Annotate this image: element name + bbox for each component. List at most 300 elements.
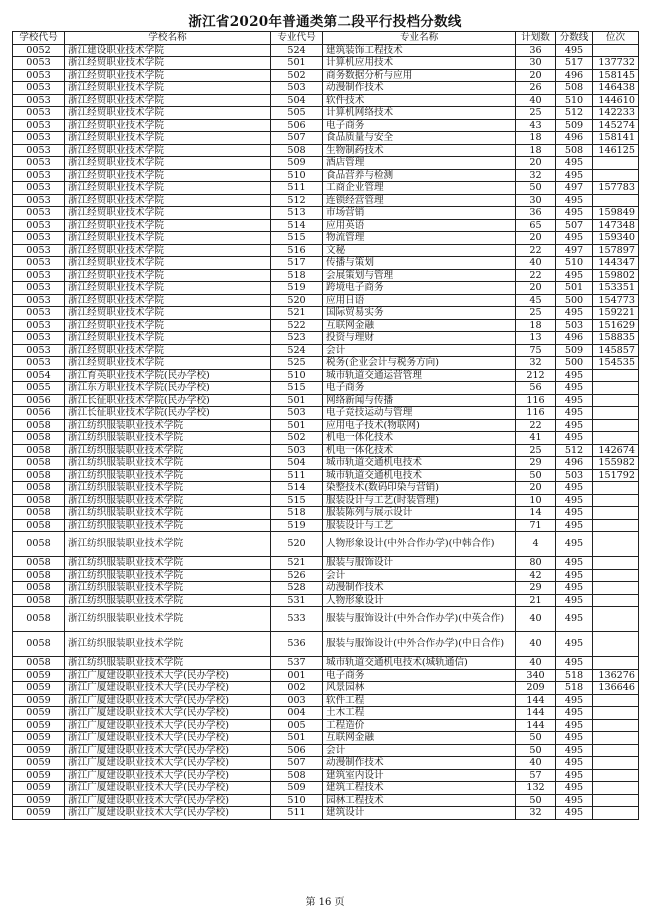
plan-count-cell: 36: [516, 207, 556, 220]
major-name-cell: 人物形象设计(中外合作办学)(中韩合作): [323, 532, 516, 557]
school-name-cell: 浙江经贸职业技术学院: [65, 319, 271, 332]
major-code-cell: 510: [271, 369, 323, 382]
rank-cell: [593, 719, 639, 732]
score-line-cell: 495: [556, 707, 593, 720]
score-line-cell: 512: [556, 107, 593, 120]
school-code-cell: 0058: [13, 532, 65, 557]
major-code-cell: 503: [271, 407, 323, 420]
rank-cell: [593, 782, 639, 795]
major-name-cell: 互联网金融: [323, 732, 516, 745]
major-name-cell: 软件技术: [323, 94, 516, 107]
score-line-cell: 495: [556, 194, 593, 207]
plan-count-cell: 10: [516, 494, 556, 507]
major-code-cell: 503: [271, 444, 323, 457]
school-name-cell: 浙江纺织服装职业技术学院: [65, 569, 271, 582]
table-row: [13, 44, 639, 57]
plan-count-cell: 50: [516, 794, 556, 807]
table-row: [13, 594, 639, 607]
major-name-cell: 计算机网络技术: [323, 107, 516, 120]
plan-count-cell: 22: [516, 419, 556, 432]
score-line-cell: 500: [556, 294, 593, 307]
major-code-cell: 002: [271, 682, 323, 695]
score-line-cell: 496: [556, 132, 593, 145]
major-name-cell: 食品营养与检测: [323, 169, 516, 182]
plan-count-cell: 40: [516, 632, 556, 657]
plan-count-cell: 13: [516, 332, 556, 345]
score-line-cell: 495: [556, 744, 593, 757]
school-name-cell: 浙江纺织服装职业技术学院: [65, 419, 271, 432]
rank-cell: 154773: [593, 294, 639, 307]
major-code-cell: 501: [271, 732, 323, 745]
score-line-cell: 497: [556, 244, 593, 257]
school-code-cell: 0055: [13, 382, 65, 395]
major-name-cell: 应用英语: [323, 219, 516, 232]
school-code-cell: 0053: [13, 332, 65, 345]
table-row: [13, 282, 639, 295]
plan-count-cell: 14: [516, 507, 556, 520]
major-name-cell: 食品质量与安全: [323, 132, 516, 145]
rank-cell: 159221: [593, 307, 639, 320]
table-row: [13, 182, 639, 195]
major-name-cell: 电子竞技运动与管理: [323, 407, 516, 420]
header-school-name: 学校名称: [65, 32, 271, 45]
plan-count-cell: 20: [516, 482, 556, 495]
rank-cell: [593, 769, 639, 782]
score-line-cell: 495: [556, 557, 593, 570]
school-name-cell: 浙江东方职业技术学院(民办学校): [65, 382, 271, 395]
score-line-cell: 495: [556, 207, 593, 220]
table-row: [13, 219, 639, 232]
school-code-cell: 0053: [13, 119, 65, 132]
major-name-cell: 互联网金融: [323, 319, 516, 332]
school-name-cell: 浙江建设职业技术学院: [65, 44, 271, 57]
rank-cell: 146125: [593, 144, 639, 157]
major-name-cell: 城市轨道交通机电技术: [323, 469, 516, 482]
major-name-cell: 机电一体化技术: [323, 432, 516, 445]
school-name-cell: 浙江经贸职业技术学院: [65, 307, 271, 320]
plan-count-cell: 29: [516, 457, 556, 470]
rank-cell: 145274: [593, 119, 639, 132]
plan-count-cell: 40: [516, 657, 556, 670]
plan-count-cell: 22: [516, 244, 556, 257]
table-row: [13, 194, 639, 207]
school-name-cell: 浙江经贸职业技术学院: [65, 332, 271, 345]
major-name-cell: 会计: [323, 569, 516, 582]
rank-cell: [593, 532, 639, 557]
major-code-cell: 515: [271, 494, 323, 507]
school-code-cell: 0059: [13, 707, 65, 720]
school-name-cell: 浙江纺织服装职业技术学院: [65, 632, 271, 657]
school-code-cell: 0059: [13, 694, 65, 707]
school-code-cell: 0059: [13, 732, 65, 745]
school-name-cell: 浙江经贸职业技术学院: [65, 94, 271, 107]
school-code-cell: 0053: [13, 357, 65, 370]
school-name-cell: 浙江经贸职业技术学院: [65, 207, 271, 220]
plan-count-cell: 50: [516, 744, 556, 757]
school-name-cell: 浙江经贸职业技术学院: [65, 119, 271, 132]
table-row: [13, 744, 639, 757]
plan-count-cell: 18: [516, 132, 556, 145]
major-code-cell: 521: [271, 307, 323, 320]
table-row: [13, 519, 639, 532]
rank-cell: [593, 382, 639, 395]
score-line-cell: 510: [556, 257, 593, 270]
table-row: [13, 657, 639, 670]
school-code-cell: 0058: [13, 594, 65, 607]
major-name-cell: 服装设计与工艺(时装管理): [323, 494, 516, 507]
rank-cell: [593, 582, 639, 595]
rank-cell: 136646: [593, 682, 639, 695]
table-row: [13, 394, 639, 407]
school-name-cell: 浙江广厦建设职业技术大学(民办学校): [65, 782, 271, 795]
school-name-cell: 浙江纺织服装职业技术学院: [65, 607, 271, 632]
score-line-cell: 510: [556, 94, 593, 107]
rank-cell: 146438: [593, 82, 639, 95]
table-row: [13, 694, 639, 707]
school-name-cell: 浙江经贸职业技术学院: [65, 57, 271, 70]
rank-cell: 158835: [593, 332, 639, 345]
table-row: [13, 494, 639, 507]
plan-count-cell: 32: [516, 169, 556, 182]
school-code-cell: 0056: [13, 407, 65, 420]
major-code-cell: 537: [271, 657, 323, 670]
header-plan-count: 计划数: [516, 32, 556, 45]
score-line-cell: 497: [556, 182, 593, 195]
table-row: [13, 632, 639, 657]
table-row: [13, 444, 639, 457]
table-row: [13, 569, 639, 582]
school-name-cell: 浙江纺织服装职业技术学院: [65, 594, 271, 607]
school-code-cell: 0059: [13, 669, 65, 682]
plan-count-cell: 50: [516, 732, 556, 745]
score-line-cell: 495: [556, 307, 593, 320]
table-row: [13, 532, 639, 557]
school-code-cell: 0053: [13, 57, 65, 70]
plan-count-cell: 56: [516, 382, 556, 395]
table-row: [13, 269, 639, 282]
major-name-cell: 动漫制作技术: [323, 82, 516, 95]
school-code-cell: 0059: [13, 794, 65, 807]
rank-cell: [593, 744, 639, 757]
table-row: [13, 382, 639, 395]
plan-count-cell: 20: [516, 282, 556, 295]
major-name-cell: 国际贸易实务: [323, 307, 516, 320]
plan-count-cell: 144: [516, 707, 556, 720]
rank-cell: [593, 407, 639, 420]
major-code-cell: 517: [271, 257, 323, 270]
score-line-cell: 495: [556, 694, 593, 707]
school-code-cell: 0053: [13, 232, 65, 245]
major-name-cell: 城市轨道交通运营管理: [323, 369, 516, 382]
major-name-cell: 会计: [323, 344, 516, 357]
score-line-cell: 503: [556, 319, 593, 332]
school-code-cell: 0053: [13, 169, 65, 182]
plan-count-cell: 20: [516, 232, 556, 245]
table-row: [13, 232, 639, 245]
score-line-cell: 508: [556, 144, 593, 157]
school-code-cell: 0053: [13, 282, 65, 295]
school-code-cell: 0058: [13, 432, 65, 445]
score-line-cell: 517: [556, 57, 593, 70]
school-name-cell: 浙江广厦建设职业技术大学(民办学校): [65, 669, 271, 682]
major-name-cell: 税务(企业会计与税务方向): [323, 357, 516, 370]
school-name-cell: 浙江经贸职业技术学院: [65, 282, 271, 295]
school-name-cell: 浙江经贸职业技术学院: [65, 357, 271, 370]
major-code-cell: 507: [271, 132, 323, 145]
rank-cell: [593, 757, 639, 770]
score-line-cell: 496: [556, 457, 593, 470]
rank-cell: [593, 194, 639, 207]
major-code-cell: 531: [271, 594, 323, 607]
table-row: [13, 507, 639, 520]
rank-cell: 142233: [593, 107, 639, 120]
major-code-cell: 520: [271, 294, 323, 307]
plan-count-cell: 22: [516, 269, 556, 282]
major-code-cell: 511: [271, 182, 323, 195]
score-line-cell: 495: [556, 157, 593, 170]
score-line-cell: 518: [556, 682, 593, 695]
table-row: [13, 157, 639, 170]
rank-cell: [593, 807, 639, 820]
score-line-cell: 507: [556, 219, 593, 232]
rank-cell: [593, 44, 639, 57]
score-line-cell: 509: [556, 344, 593, 357]
page-number: 第 16 页: [305, 897, 345, 908]
table-header-row: [13, 32, 639, 45]
score-line-cell: 509: [556, 119, 593, 132]
score-line-cell: 495: [556, 232, 593, 245]
school-name-cell: 浙江经贸职业技术学院: [65, 194, 271, 207]
rank-cell: 158141: [593, 132, 639, 145]
school-code-cell: 0058: [13, 519, 65, 532]
plan-count-cell: 50: [516, 182, 556, 195]
rank-cell: [593, 657, 639, 670]
major-code-cell: 512: [271, 194, 323, 207]
major-code-cell: 504: [271, 94, 323, 107]
score-line-cell: 495: [556, 44, 593, 57]
major-name-cell: 城市轨道交通机电技术: [323, 457, 516, 470]
school-code-cell: 0058: [13, 482, 65, 495]
school-code-cell: 0053: [13, 219, 65, 232]
major-name-cell: 染整技术(数码印染与营销): [323, 482, 516, 495]
school-code-cell: 0058: [13, 569, 65, 582]
score-table: [12, 31, 639, 820]
score-line-cell: 495: [556, 269, 593, 282]
major-code-cell: 518: [271, 269, 323, 282]
rank-cell: [593, 157, 639, 170]
plan-count-cell: 30: [516, 57, 556, 70]
table-row: [13, 582, 639, 595]
major-code-cell: 524: [271, 344, 323, 357]
major-name-cell: 服装设计与工艺: [323, 519, 516, 532]
major-name-cell: 连锁经营管理: [323, 194, 516, 207]
school-name-cell: 浙江广厦建设职业技术大学(民办学校): [65, 732, 271, 745]
plan-count-cell: 45: [516, 294, 556, 307]
school-name-cell: 浙江经贸职业技术学院: [65, 132, 271, 145]
plan-count-cell: 40: [516, 757, 556, 770]
plan-count-cell: 32: [516, 807, 556, 820]
header-school-code: 学校代号: [13, 32, 65, 45]
table-row: [13, 719, 639, 732]
score-line-cell: 495: [556, 394, 593, 407]
score-line-cell: 495: [556, 594, 593, 607]
table-row: [13, 119, 639, 132]
major-name-cell: 投资与理财: [323, 332, 516, 345]
rank-cell: 157897: [593, 244, 639, 257]
score-line-cell: 496: [556, 332, 593, 345]
score-line-cell: 495: [556, 769, 593, 782]
major-code-cell: 001: [271, 669, 323, 682]
score-line-cell: 496: [556, 69, 593, 82]
major-name-cell: 建筑设计: [323, 807, 516, 820]
school-name-cell: 浙江纺织服装职业技术学院: [65, 432, 271, 445]
score-line-cell: 495: [556, 757, 593, 770]
document-title: 浙江省2020年普通类第二段平行投档分数线: [188, 14, 462, 30]
plan-count-cell: 40: [516, 257, 556, 270]
rank-cell: 153351: [593, 282, 639, 295]
table-row: [13, 132, 639, 145]
plan-count-cell: 40: [516, 607, 556, 632]
table-row: [13, 332, 639, 345]
school-name-cell: 浙江纺织服装职业技术学院: [65, 507, 271, 520]
major-name-cell: 服装与服饰设计(中外合作办学)(中英合作): [323, 607, 516, 632]
school-name-cell: 浙江纺织服装职业技术学院: [65, 494, 271, 507]
major-name-cell: 服装陈列与展示设计: [323, 507, 516, 520]
major-name-cell: 会计: [323, 744, 516, 757]
plan-count-cell: 57: [516, 769, 556, 782]
plan-count-cell: 116: [516, 394, 556, 407]
rank-cell: 157783: [593, 182, 639, 195]
major-name-cell: 服装与服饰设计(中外合作办学)(中日合作): [323, 632, 516, 657]
plan-count-cell: 36: [516, 44, 556, 57]
table-row: [13, 357, 639, 370]
score-line-cell: 495: [556, 432, 593, 445]
table-row: [13, 769, 639, 782]
major-code-cell: 501: [271, 57, 323, 70]
score-line-cell: 508: [556, 82, 593, 95]
plan-count-cell: 29: [516, 582, 556, 595]
table-row: [13, 457, 639, 470]
school-name-cell: 浙江纺织服装职业技术学院: [65, 582, 271, 595]
rank-cell: [593, 732, 639, 745]
major-name-cell: 工程造价: [323, 719, 516, 732]
rank-cell: 151629: [593, 319, 639, 332]
school-name-cell: 浙江经贸职业技术学院: [65, 107, 271, 120]
major-name-cell: 工商企业管理: [323, 182, 516, 195]
major-code-cell: 528: [271, 582, 323, 595]
score-line-cell: 495: [556, 169, 593, 182]
school-code-cell: 0059: [13, 757, 65, 770]
school-code-cell: 0053: [13, 344, 65, 357]
table-row: [13, 432, 639, 445]
major-code-cell: 507: [271, 757, 323, 770]
major-code-cell: 508: [271, 144, 323, 157]
school-code-cell: 0053: [13, 144, 65, 157]
plan-count-cell: 25: [516, 307, 556, 320]
table-row: [13, 419, 639, 432]
major-name-cell: 城市轨道交通机电技术(城轨通信): [323, 657, 516, 670]
school-code-cell: 0059: [13, 807, 65, 820]
rank-cell: [593, 794, 639, 807]
major-name-cell: 动漫制作技术: [323, 757, 516, 770]
major-code-cell: 503: [271, 82, 323, 95]
school-code-cell: 0053: [13, 82, 65, 95]
school-code-cell: 0053: [13, 107, 65, 120]
rank-cell: [593, 432, 639, 445]
score-line-cell: 503: [556, 469, 593, 482]
table-row: [13, 607, 639, 632]
school-code-cell: 0053: [13, 244, 65, 257]
table-row: [13, 407, 639, 420]
school-code-cell: 0058: [13, 469, 65, 482]
plan-count-cell: 212: [516, 369, 556, 382]
score-line-cell: 495: [556, 794, 593, 807]
table-row: [13, 469, 639, 482]
school-name-cell: 浙江长征职业技术学院(民办学校): [65, 394, 271, 407]
school-code-cell: 0058: [13, 632, 65, 657]
score-line-cell: 495: [556, 719, 593, 732]
major-name-cell: 生物制药技术: [323, 144, 516, 157]
school-name-cell: 浙江经贸职业技术学院: [65, 219, 271, 232]
table-row: [13, 707, 639, 720]
school-code-cell: 0056: [13, 394, 65, 407]
major-code-cell: 524: [271, 44, 323, 57]
table-row: [13, 344, 639, 357]
rank-cell: [593, 507, 639, 520]
rank-cell: [593, 594, 639, 607]
score-line-cell: 495: [556, 782, 593, 795]
major-code-cell: 519: [271, 282, 323, 295]
major-code-cell: 515: [271, 382, 323, 395]
major-name-cell: 电子商务: [323, 382, 516, 395]
school-code-cell: 0053: [13, 182, 65, 195]
table-row: [13, 82, 639, 95]
school-code-cell: 0053: [13, 294, 65, 307]
plan-count-cell: 71: [516, 519, 556, 532]
major-name-cell: 机电一体化技术: [323, 444, 516, 457]
rank-cell: 154535: [593, 357, 639, 370]
plan-count-cell: 43: [516, 119, 556, 132]
score-line-cell: 495: [556, 807, 593, 820]
rank-cell: [593, 557, 639, 570]
major-code-cell: 519: [271, 519, 323, 532]
plan-count-cell: 40: [516, 94, 556, 107]
major-code-cell: 521: [271, 557, 323, 570]
rank-cell: [593, 169, 639, 182]
rank-cell: [593, 519, 639, 532]
plan-count-cell: 50: [516, 469, 556, 482]
school-code-cell: 0059: [13, 782, 65, 795]
school-name-cell: 浙江经贸职业技术学院: [65, 344, 271, 357]
school-name-cell: 浙江广厦建设职业技术大学(民办学校): [65, 757, 271, 770]
major-name-cell: 服装与服饰设计: [323, 557, 516, 570]
school-name-cell: 浙江经贸职业技术学院: [65, 157, 271, 170]
score-line-cell: 495: [556, 369, 593, 382]
table-row: [13, 307, 639, 320]
school-name-cell: 浙江经贸职业技术学院: [65, 257, 271, 270]
school-code-cell: 0058: [13, 507, 65, 520]
school-code-cell: 0059: [13, 719, 65, 732]
major-code-cell: 533: [271, 607, 323, 632]
table-row: [13, 782, 639, 795]
school-code-cell: 0054: [13, 369, 65, 382]
major-code-cell: 005: [271, 719, 323, 732]
school-code-cell: 0053: [13, 94, 65, 107]
table-row: [13, 794, 639, 807]
rank-cell: 142674: [593, 444, 639, 457]
table-row: [13, 244, 639, 257]
major-code-cell: 510: [271, 794, 323, 807]
